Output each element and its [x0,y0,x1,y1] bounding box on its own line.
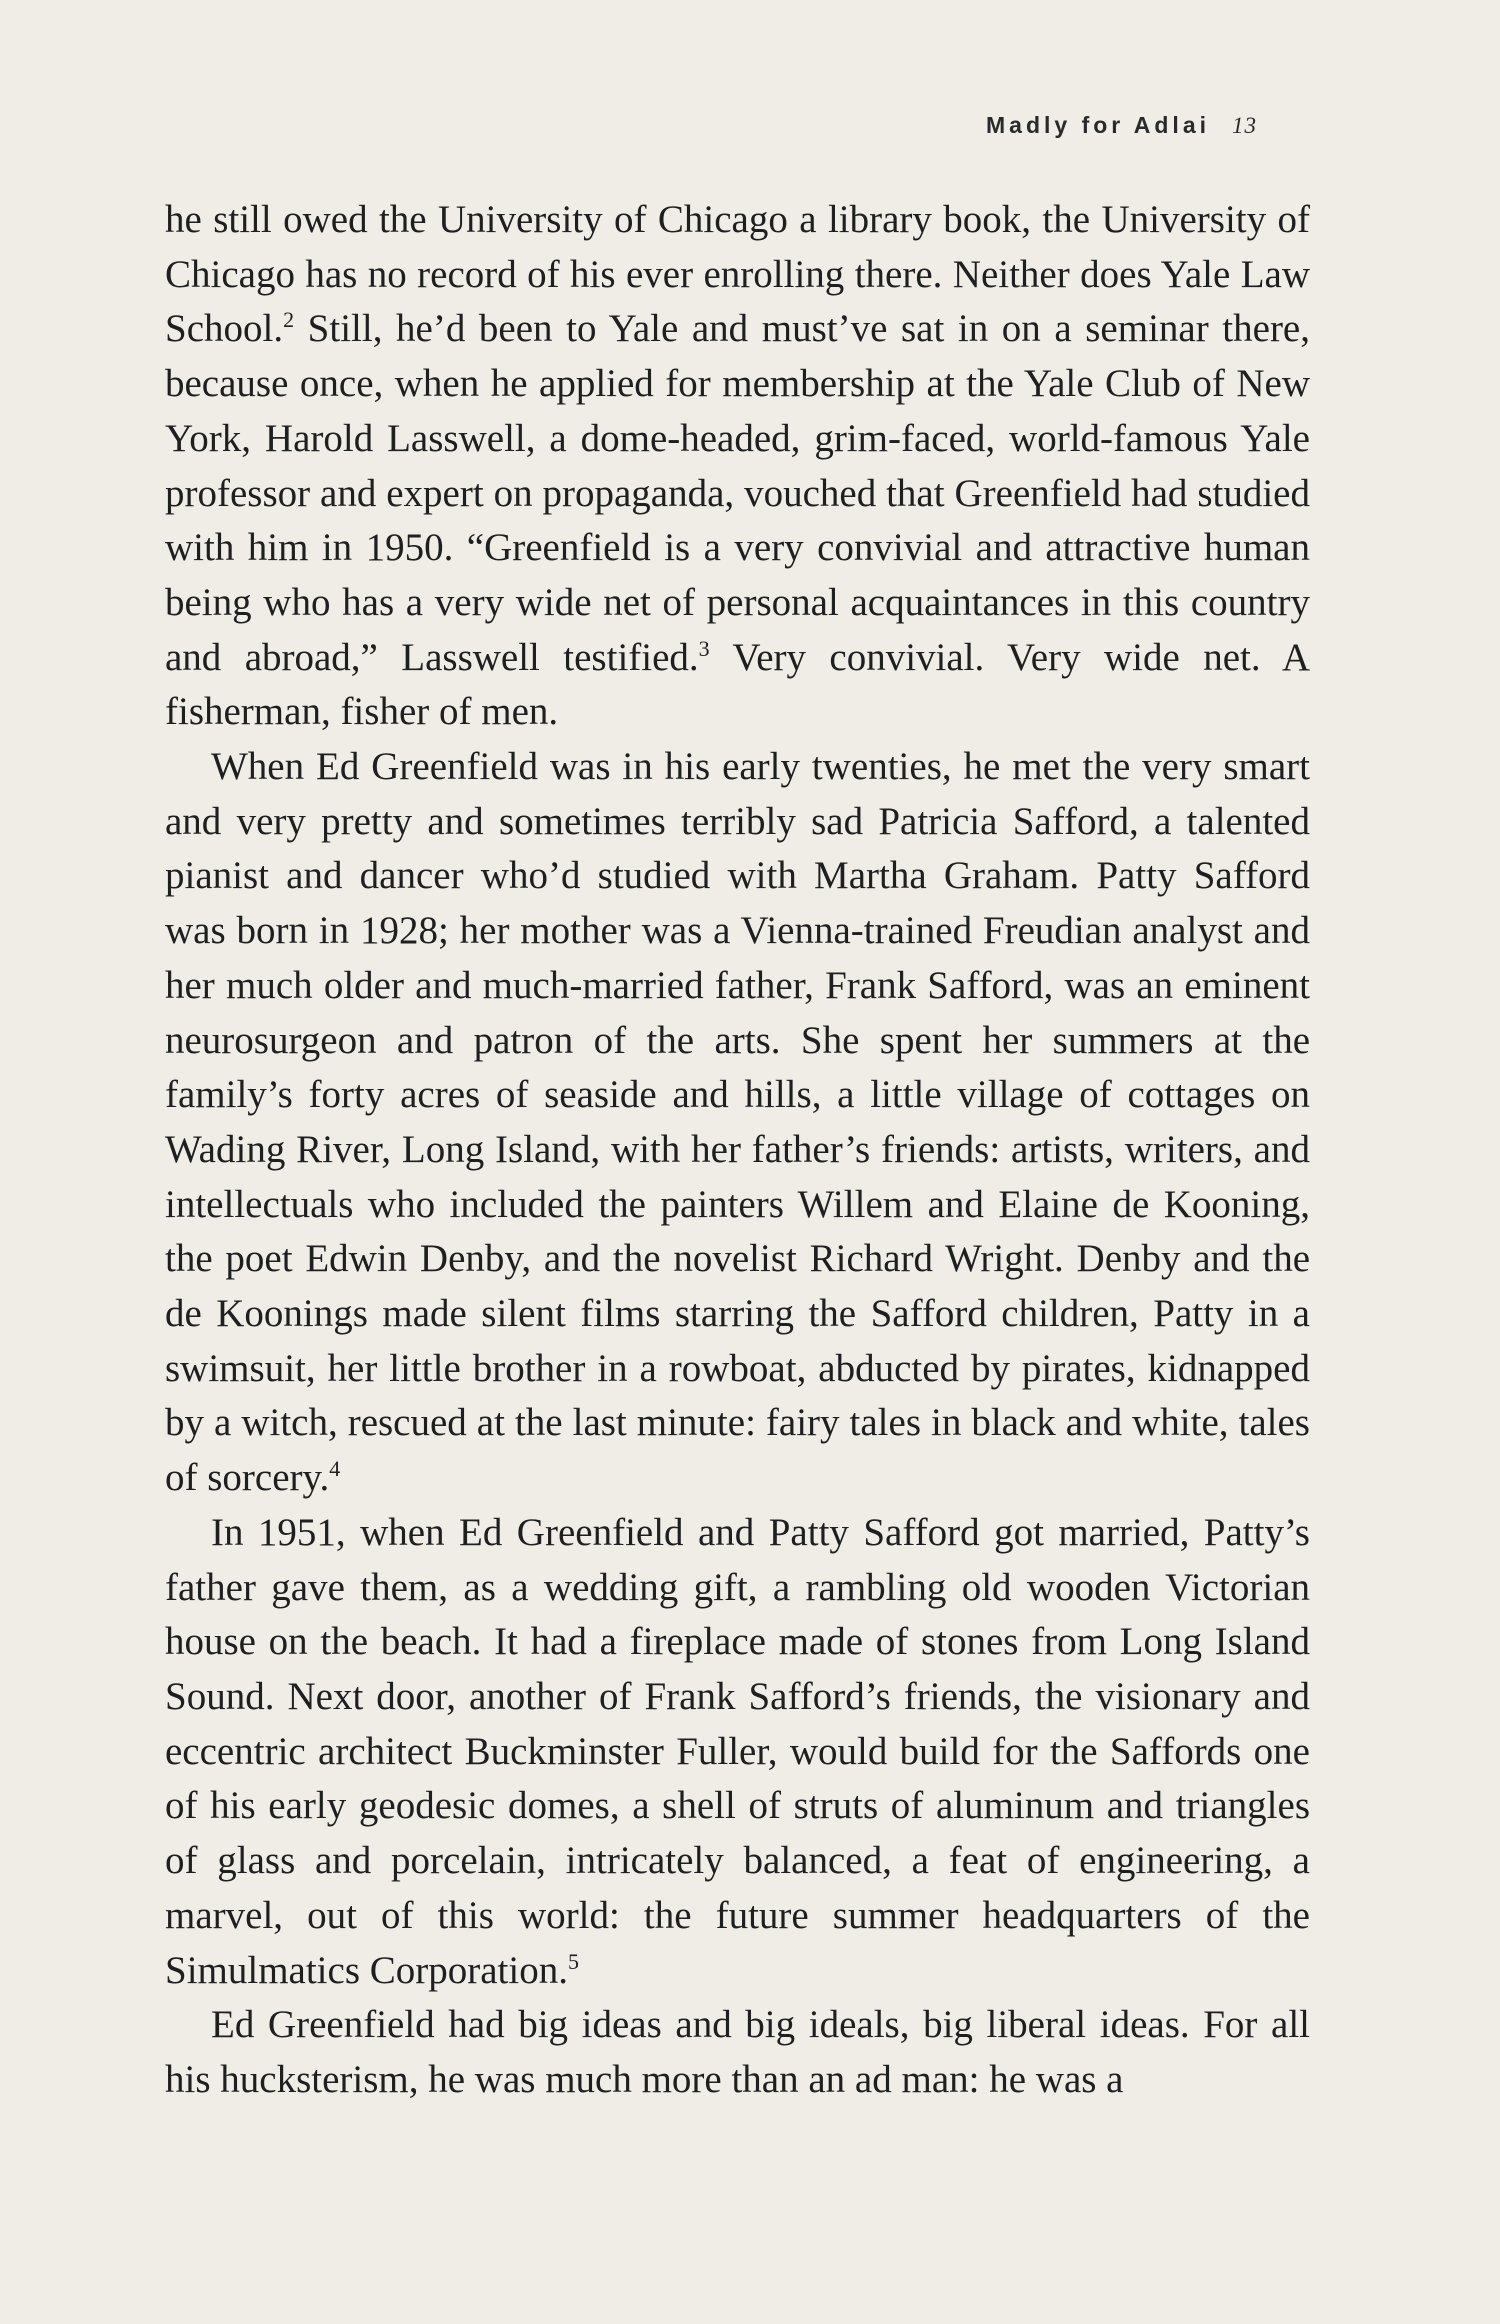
page-number: 13 [1232,113,1257,138]
footnote-marker: 3 [698,635,710,661]
paragraph [165,1998,1310,2107]
text-run: Still, he’d been to Yale and must’ve sat in on a seminar there, because once, when he applied for membership at the Yale Club of New York, Harold Lasswell, a dome-headed, grim-faced, world-famous Yale professor and expert on propaganda, vouched that Greenfield had studied with him in 1950. “Greenfield is a very convivial and attractive human being who has a very wide net of personal acquaintances in this country and abroad,” Lasswell testified. [165,307,1310,679]
body-text [165,193,1310,2108]
text-run: he still owed the University of Chicago a library book, the University of Chicago has no record of his ever enrolling there. Neither does Yale Law School. [165,198,1310,351]
footnote-marker: 5 [567,1948,579,1974]
text-run: In 1951, when Ed Greenfield and Patty Safford got married, Patty’s father gave them, as a wedding gift, a rambling old wooden Victorian house on the beach. It had a fireplace made of stones from Long Island Sound. Next door, another of Frank Safford’s friends, the visionary and eccentric architect Buckminster Fuller, would build for the Saffords one of his early geodesic domes, a shell of struts of aluminum and triangles of glass and porcelain, intricately balanced, a feat of engineering, a marvel, out of this world: the future summer headquarters of the Simulmatics Corporation. [165,1510,1310,1992]
text-run: Ed Greenfield had big ideas and big ideals, big liberal ideas. For all his hucksterism, he was much more than an ad man: he was a [165,2003,1310,2101]
paragraph [165,1506,1310,1998]
text-run: When Ed Greenfield was in his early twenties, he met the very smart and very pretty and sometimes terribly sad Patricia Safford, a talented pianist and dancer who’d studied with Martha Graham. Patty Safford was born in 1928; her mother was a Vienna-trained Freudian analyst and her much older and much-married father, Frank Safford, was an eminent neurosurgeon and patron of the arts. She spent her summers at the family’s forty acres of seaside and hills, a little village of cottages on Wading River, Long Island, with her father’s friends: artists, writers, and intellectuals who included the painters Willem and Elaine de Kooning, the poet Edwin Denby, and the novelist Richard Wright. Denby and the de Koonings made silent films starring the Safford children, Patty in a swimsuit, her little brother in a rowboat, abducted by pirates, kidnapped by a witch, rescued at the last minute: fairy tales in black and white, tales of sorcery. [165,745,1310,1500]
paragraph [165,193,1310,740]
running-head [0,112,1257,139]
paragraph [165,740,1310,1506]
running-title: Madly for Adlai [986,112,1210,138]
footnote-marker: 4 [329,1456,341,1482]
footnote-marker: 2 [283,307,295,333]
text-run: Very convivial. Very wide net. A fisherman, fisher of men. [165,635,1310,734]
